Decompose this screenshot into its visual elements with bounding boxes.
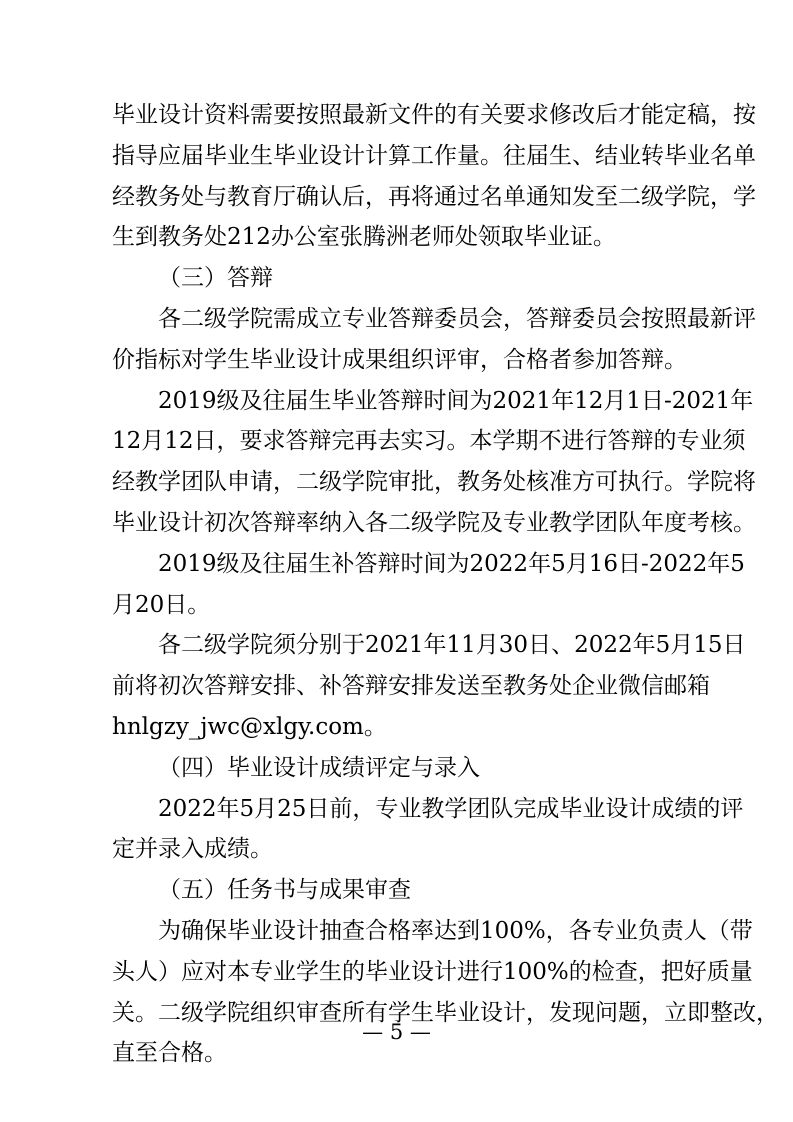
section-heading-grading: （四）毕业设计成绩评定与录入 xyxy=(158,754,480,781)
body-line: 直至合格。 xyxy=(112,1040,227,1067)
body-line: 头人）应对本专业学生的毕业设计进行100%的检查，把好质量 xyxy=(112,958,753,985)
section-heading-review: （五）任务书与成果审查 xyxy=(158,877,411,904)
body-line: 月20日。 xyxy=(112,591,211,618)
page-number: — 5 — xyxy=(362,1020,431,1044)
body-line: 经教学团队申请，二级学院审批，教务处核准方可执行。学院将 xyxy=(112,469,756,496)
body-line: 价指标对学生毕业设计成果组织评审，合格者参加答辩。 xyxy=(112,346,687,373)
body-line: 生到教务处212办公室张腾洲老师处领取毕业证。 xyxy=(112,224,616,251)
body-line: 各二级学院需成立专业答辩委员会，答辩委员会按照最新评 xyxy=(158,306,756,332)
body-line: 2022年5月25日前，专业教学团队完成毕业设计成绩的评 xyxy=(158,795,744,822)
body-line: 关。二级学院组织审查所有学生毕业设计，发现问题，立即整改， xyxy=(112,999,779,1026)
body-line: 毕业设计初次答辩率纳入各二级学院及专业教学团队年度考核。 xyxy=(112,510,756,536)
email-line: hnlgzy_jwc@xlgy.com。 xyxy=(112,714,387,740)
body-line: 为确保毕业设计抽查合格率达到100%，各专业负责人（带 xyxy=(158,918,753,944)
body-line: 定并录入成绩。 xyxy=(112,836,273,863)
body-line: 12月12日，要求答辩完再去实习。本学期不进行答辩的专业须 xyxy=(112,428,746,455)
section-heading-defense: （三）答辩 xyxy=(158,265,273,292)
body-line: 各二级学院须分别于2021年11月30日、2022年5月15日 xyxy=(158,632,746,659)
body-line: 2019级及往届生补答辩时间为2022年5月16日-2022年5 xyxy=(158,550,745,577)
body-line: 指导应届毕业生毕业设计计算工作量。往届生、结业转毕业名单 xyxy=(112,142,756,169)
body-line: 经教务处与教育厅确认后，再将通过名单通知发至二级学院，学 xyxy=(112,183,756,210)
body-line: 前将初次答辩安排、补答辩安排发送至教务处企业微信邮箱 xyxy=(112,673,710,700)
body-line: 毕业设计资料需要按照最新文件的有关要求修改后才能定稿，按 xyxy=(112,102,756,128)
body-line: 2019级及往届生毕业答辩时间为2021年12月1日-2021年 xyxy=(158,387,754,414)
